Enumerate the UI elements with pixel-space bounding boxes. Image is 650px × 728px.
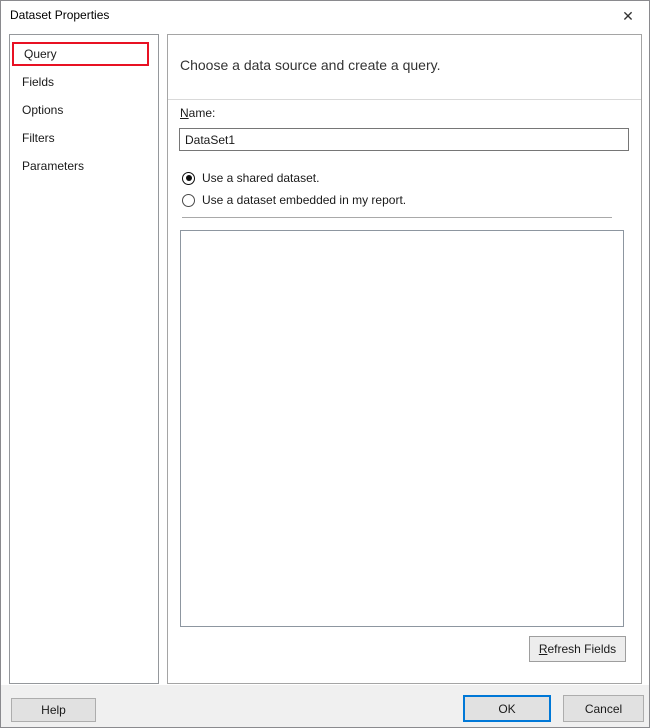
footer-bar	[1, 685, 649, 728]
name-input[interactable]	[179, 128, 629, 151]
refresh-fields-button[interactable]: R efresh Fields	[529, 636, 626, 662]
radio-button-icon	[182, 172, 195, 185]
sidebar-item-query[interactable]	[12, 42, 149, 66]
sidebar-item-label: Options	[22, 103, 64, 117]
radio-label: Use a dataset embedded in my report.	[202, 193, 407, 207]
radio-embedded-dataset[interactable]	[182, 193, 406, 207]
sidebar-item-filters[interactable]	[10, 124, 158, 152]
window-title: Dataset Properties	[10, 8, 110, 22]
heading-separator	[168, 99, 641, 100]
radio-shared-dataset[interactable]	[182, 171, 319, 185]
category-list	[9, 34, 159, 684]
sidebar-item-options[interactable]	[10, 96, 158, 124]
radio-label: Use a shared dataset.	[202, 171, 320, 185]
close-icon[interactable]: ✕	[622, 7, 634, 24]
query-page-panel	[167, 34, 642, 684]
sidebar-item-label: Filters	[22, 131, 55, 145]
radio-list-separator	[182, 217, 612, 218]
sidebar-item-label: Query	[24, 47, 57, 61]
name-label: Name:	[180, 106, 216, 120]
radio-button-icon	[182, 194, 195, 207]
sidebar-item-parameters[interactable]	[10, 152, 158, 180]
page-heading: Choose a data source and create a query.	[180, 57, 441, 73]
shared-dataset-list[interactable]	[180, 230, 624, 627]
sidebar-item-label: Fields	[22, 75, 55, 89]
titlebar	[1, 1, 649, 31]
sidebar-item-fields[interactable]	[10, 68, 158, 96]
sidebar-item-label: Parameters	[22, 159, 85, 173]
ok-button[interactable]: OK	[463, 695, 551, 722]
cancel-button[interactable]: Cancel	[563, 695, 644, 722]
help-button[interactable]: Help	[11, 698, 96, 722]
